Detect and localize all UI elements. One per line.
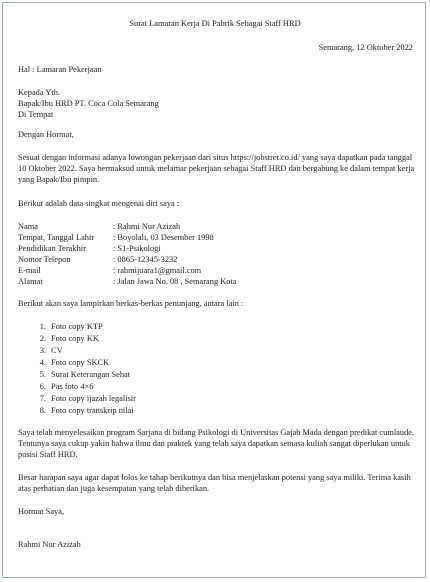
- list-item-number: 8.: [39, 406, 46, 415]
- greeting: Dengan Hormat,: [18, 130, 74, 139]
- subject-line: Hal : Lamaran Pekerjaan: [18, 65, 102, 74]
- personal-value: : Boyolali, 03 Desember 1998: [113, 233, 214, 242]
- recipient-line-2: Bapak/Ibu HRD PT. Coca Cola Semarang: [18, 99, 159, 108]
- personal-label: Pendidikan Terakhir: [18, 244, 86, 253]
- list-item-number: 2.: [39, 334, 46, 343]
- personal-label: Tempat, Tanggal Lahir: [18, 233, 95, 242]
- list-item-number: 7.: [39, 394, 46, 403]
- list-item: Pas foto 4×6: [51, 382, 94, 391]
- personal-label: E-mail: [18, 266, 41, 275]
- list-item: Foto copy ijazah legalisir: [51, 394, 136, 403]
- personal-value: : Rahmi Nur Azizah: [113, 222, 181, 231]
- list-item: Foto copy KK: [51, 334, 99, 343]
- personal-label: Alamat: [18, 277, 43, 286]
- data-intro: Berikut adalah data singkat mengenai diri saya :: [18, 199, 180, 208]
- personal-value: : S1-Psikologi: [113, 244, 161, 253]
- recipient-line-1: Kepada Yth.: [18, 88, 61, 97]
- personal-label: Nomor Telepon: [18, 255, 71, 264]
- education-paragraph: Saya telah menyelesaikan program Sarjana di bidang Psikologi di Universitas Gajah Mada dengan predikat cumlaude. Tentunya saya cukup yakin bahwa ilmu dan praktek yang telah saya dapatkan semasa kuliah sangat diperlukan untuk posisi Staff HRD.: [18, 428, 415, 459]
- personal-value: : Jalan Jawa No. 08 , Semarang Kota: [113, 277, 237, 286]
- list-item-number: 4.: [39, 358, 46, 367]
- closing-paragraph: Besar harapan saya agar dapat lolos ke tahap berikutnya dan bisa menjelaskan potensi yang saya miliki. Terima kasih atas perhatian dan juga kesempatan yang telah diberikan.: [18, 473, 411, 493]
- list-item-number: 6.: [39, 382, 46, 391]
- personal-value: : 0865-12345-3232: [113, 255, 178, 264]
- signature-name: Rahmi Nur Azizah: [18, 540, 81, 549]
- intro-paragraph: Sesuai dengan informasi adanya lowongan pekerjaan dari situs https://jobstret.co.id/ yang saya dapatkan pada tanggal 10 Oktober 2022. Saya bermaksud untuk melamar pekerjaan sebagai Staff HRD dan bergabung ke dalam tempat kerja yang Bapak/Ibu pimpin.: [18, 153, 415, 184]
- list-item: Foto copy transkrip nilai: [51, 406, 134, 415]
- sign-off: Hormat Saya,: [18, 507, 65, 516]
- list-item: CV: [51, 346, 63, 355]
- list-item-number: 3.: [39, 346, 46, 355]
- letter-title: Surat Lamaran Kerja Di Pabrik Sebagai Staff HRD: [129, 19, 301, 28]
- recipient-line-3: Di Tempat: [18, 110, 54, 119]
- list-item: Surat Keterangan Sehat: [51, 370, 131, 379]
- list-item-number: 1.: [39, 322, 46, 331]
- letter-date: Semarang, 12 Oktober 2022: [318, 43, 413, 52]
- list-item-number: 5.: [39, 370, 46, 379]
- personal-label: Nama: [18, 222, 38, 231]
- personal-value: : rahmijuara1@gmail.com: [113, 266, 202, 275]
- attachments-intro: Berikut akan saya lampirkan berkas-berkas penunjang, antara lain :: [18, 299, 244, 308]
- list-item: Foto copy SKCK: [51, 358, 110, 367]
- letter-page: [2, 2, 426, 578]
- list-item: Foto copy KTP: [51, 322, 103, 331]
